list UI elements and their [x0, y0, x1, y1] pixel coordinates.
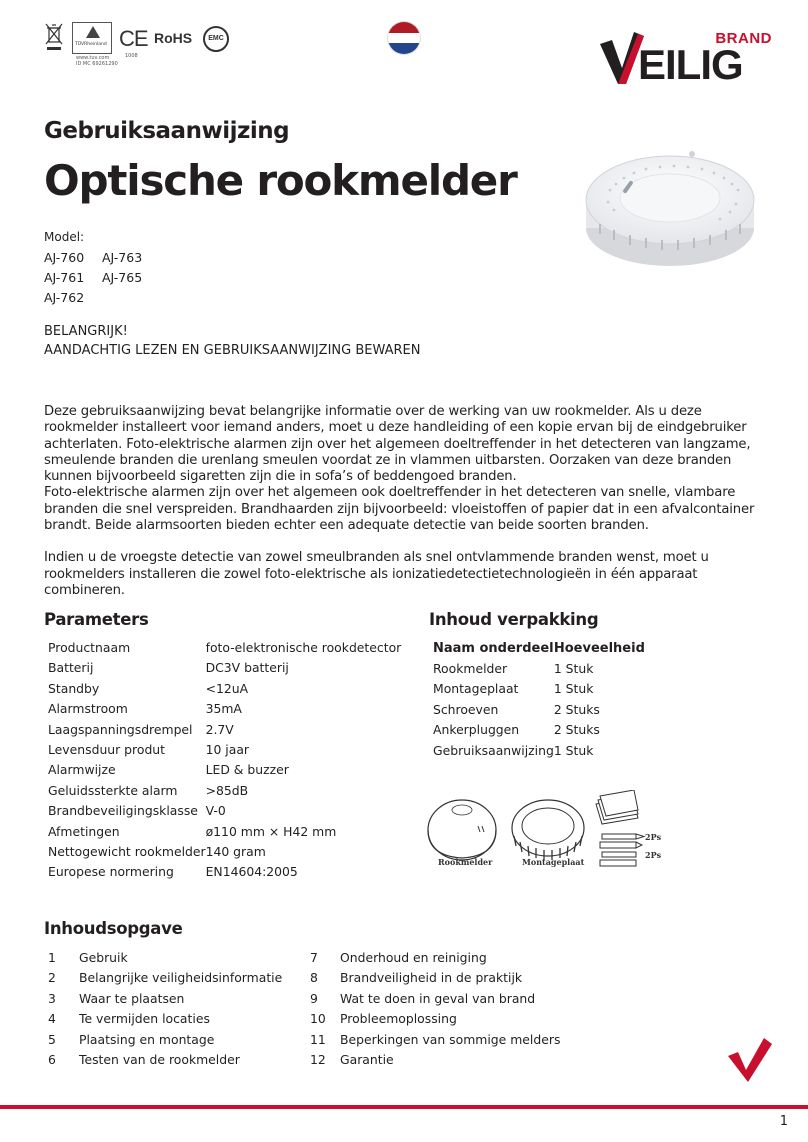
label-screws-qty: 2Ps: [645, 832, 662, 842]
package-row: [433, 679, 645, 699]
toc-item: [48, 1009, 308, 1029]
toc-label: Brandveiligheid in de praktijk: [340, 970, 523, 986]
document-subtitle: Gebruiksaanwijzing: [44, 118, 290, 144]
toc-number: 2: [48, 970, 56, 986]
toc-label: Waar te plaatsen: [79, 990, 185, 1006]
footer-rule: [0, 1105, 808, 1109]
parameter-name: Alarmwijze: [48, 762, 116, 778]
toc-heading: Inhoudsopgave: [44, 919, 183, 938]
toc-label: Beperkingen van sommige melders: [340, 1031, 561, 1047]
parameter-row: [48, 781, 408, 801]
label-detector: Rookmelder: [438, 857, 493, 867]
toc-number: 7: [310, 950, 318, 965]
tuv-rheinland-mark-icon: [72, 22, 112, 54]
important-line-2: AANDACHTIG LEZEN EN GEBRUIKSAANWIJZING BEWAREN: [44, 343, 421, 358]
toc-item: [48, 1050, 308, 1070]
toc-label: Testen van de rookmelder: [79, 1051, 240, 1067]
package-item-name: Rookmelder: [433, 661, 508, 676]
intro-paragraph: Deze gebruiksaanwijzing bevat belangrijke informatie over de werking van uw rookmelder. Als u deze rookmelder installeert voor iemand anders, moet u deze handleiding of een kopie ervan bij de eindgebruiker achterlaten. Foto-elektrische alarmen zijn over het algemeen doeltreffender in het detecteren van langzame, smeulende branden die urenlang smeulen voordat ze in vlammen uitbarsten. Oorzaken van deze branden kunnen bijvoorbeeld sigaretten zijn die in sofa’s of beddengoed branden.: [44, 404, 751, 485]
package-item-qty: 2 Stuks: [553, 701, 600, 717]
parameter-name: Nettogewicht rookmelder: [48, 844, 206, 860]
package-item-name: Ankerpluggen: [433, 722, 520, 738]
toc-item: [310, 948, 570, 968]
toc-number: 4: [48, 1011, 56, 1027]
package-item-qty: 1 Stuk: [553, 661, 594, 676]
parameters-heading: Parameters: [44, 610, 149, 629]
brand-check-icon: [726, 1036, 774, 1084]
parameter-row: [48, 760, 408, 780]
label-plugs-qty: 2Ps: [645, 850, 662, 860]
toc-number: 6: [48, 1051, 56, 1067]
toc-column-right: [310, 948, 570, 1070]
model-item: AJ-762: [44, 290, 85, 305]
parameter-value: EN14604:2005: [205, 864, 298, 880]
package-col-qty-header: Hoeveelheid: [553, 641, 645, 656]
toc-item: [310, 989, 570, 1009]
package-col-name-header: Naam onderdeel: [433, 641, 554, 656]
parameter-row: [48, 842, 408, 862]
model-item: AJ-760: [44, 250, 85, 265]
intro-paragraph: Foto-elektrische alarmen zijn over het algemeen ook doeltreffender in het detecteren van snelle, vlambare branden die snel verspreiden. Brandhaarden zijn bijvoorbeeld: vloeistoffen of papier dat in een afvalcontainer brandt. Beide alarmsoorten bieden echter een adequate detectie van beide soorten branden.: [44, 485, 755, 534]
parameter-row: [48, 822, 408, 842]
toc-label: Gebruik: [79, 950, 128, 965]
toc-number: 10: [310, 1011, 326, 1027]
parameter-value: V-0: [205, 803, 226, 819]
ce-mark: CE: [119, 26, 148, 51]
parameter-value: >85dB: [205, 782, 249, 798]
label-mounting-plate: Montageplaat: [522, 857, 585, 867]
toc-number: 11: [310, 1031, 326, 1047]
package-item-name: Schroeven: [433, 701, 499, 717]
smoke-detector-photo: [580, 140, 760, 270]
package-row: [433, 700, 645, 720]
package-row: [433, 741, 645, 761]
netherlands-flag-icon: [388, 22, 420, 54]
package-item-qty: 2 Stuks: [553, 722, 600, 738]
toc-item: [48, 1030, 308, 1050]
ce-number: 1008: [125, 53, 138, 59]
package-item-name: Gebruiksaanwijzing: [433, 742, 554, 758]
toc-item: [48, 989, 308, 1009]
package-table: [433, 638, 645, 761]
parameter-name: Standby: [48, 680, 100, 696]
parameter-name: Europese normering: [48, 864, 174, 880]
model-item: AJ-765: [102, 270, 143, 285]
model-item: AJ-761: [44, 270, 85, 285]
toc-number: 8: [310, 970, 318, 986]
toc-item: [48, 968, 308, 988]
parameter-name: Productnaam: [48, 640, 131, 655]
flag-stripe-white: [388, 33, 420, 44]
parameter-name: Brandbeveiligingsklasse: [48, 803, 198, 819]
parameter-name: Batterij: [48, 660, 94, 676]
parameter-name: Geluidssterkte alarm: [48, 782, 178, 798]
tuv-mark-text: TÜVRheinland: [75, 42, 107, 47]
toc-item: [48, 948, 308, 968]
toc-item: [310, 1030, 570, 1050]
parameter-row: [48, 862, 408, 882]
document-title: Optische rookmelder: [44, 156, 517, 205]
package-heading: Inhoud verpakking: [429, 610, 599, 629]
toc-column-left: [48, 948, 308, 1070]
toc-item: [310, 1009, 570, 1029]
parameter-name: Alarmstroom: [48, 701, 128, 717]
parameter-value: 10 jaar: [205, 742, 250, 758]
parameter-row: [48, 679, 408, 699]
parameter-value: 2.7V: [205, 721, 234, 737]
model-label: Model:: [44, 230, 85, 244]
parameter-name: Laagspanningsdrempel: [48, 721, 193, 737]
toc-label: Te vermijden locaties: [79, 1011, 210, 1027]
parameter-value: foto-elektronische rookdetector: [205, 640, 402, 655]
parameter-value: <12uA: [205, 680, 249, 696]
parameters-table: [48, 638, 408, 883]
tuv-url: www.tuv.com: [76, 55, 110, 61]
flag-stripe-red: [388, 22, 420, 33]
toc-label: Onderhoud en reiniging: [340, 950, 487, 965]
parameter-value: DC3V batterij: [205, 660, 289, 676]
page-number: 1: [779, 1114, 788, 1129]
parameter-value: LED & buzzer: [205, 762, 289, 778]
toc-label: Garantie: [340, 1051, 394, 1067]
toc-label: Probleemoplossing: [340, 1011, 457, 1027]
toc-number: 9: [310, 990, 318, 1006]
parameter-row: [48, 658, 408, 678]
brand-logo: [598, 24, 776, 86]
toc-item: [310, 968, 570, 988]
toc-item: [310, 1050, 570, 1070]
parameter-name: Afmetingen: [48, 823, 120, 839]
toc-label: Wat te doen in geval van brand: [340, 990, 536, 1006]
logo-brand-text: BRAND: [715, 30, 772, 47]
emc-mark: EMC: [203, 26, 229, 52]
toc-number: 5: [48, 1031, 56, 1047]
package-row: [433, 720, 645, 740]
parameter-row: [48, 801, 408, 821]
parameter-value: ø110 mm × H42 mm: [205, 823, 337, 839]
intro-text: [44, 404, 774, 599]
tuv-id: ID MC 69261290: [76, 61, 118, 67]
parameter-value: 35mA: [205, 701, 242, 717]
package-row: [433, 659, 645, 679]
parameter-value: 140 gram: [205, 844, 266, 860]
package-item-name: Montageplaat: [433, 681, 519, 697]
toc-label: Plaatsing en montage: [79, 1031, 215, 1047]
parameter-row: [48, 720, 408, 740]
flag-stripe-blue: [388, 43, 420, 54]
parameter-row: [48, 740, 408, 760]
toc-number: 1: [48, 950, 56, 965]
parameter-row: [48, 638, 408, 658]
important-notice: [44, 322, 420, 360]
toc-number: 3: [48, 990, 56, 1006]
package-item-qty: 1 Stuk: [553, 681, 594, 697]
crossed-out-bin-icon: [44, 22, 64, 52]
toc-number: 12: [310, 1051, 326, 1067]
parameter-row: [48, 699, 408, 719]
package-item-qty: 1 Stuk: [553, 742, 594, 758]
package-illustration: [424, 790, 674, 875]
toc-label: Belangrijke veiligheidsinformatie: [79, 970, 283, 986]
model-item: AJ-763: [102, 250, 143, 265]
parameter-name: Levensduur produt: [48, 742, 166, 758]
important-line-1: BELANGRIJK!: [44, 324, 128, 339]
rohs-mark: RoHS: [154, 30, 193, 46]
intro-paragraph: Indien u de vroegste detectie van zowel smeulbranden als snel ontvlammende branden wenst, moet u rookmelders installeren die zowel foto-elektrische als ionizatiedetectietechnologieën in één apparaat combineren.: [44, 550, 709, 598]
logo-word-text: EILIG: [638, 41, 743, 88]
